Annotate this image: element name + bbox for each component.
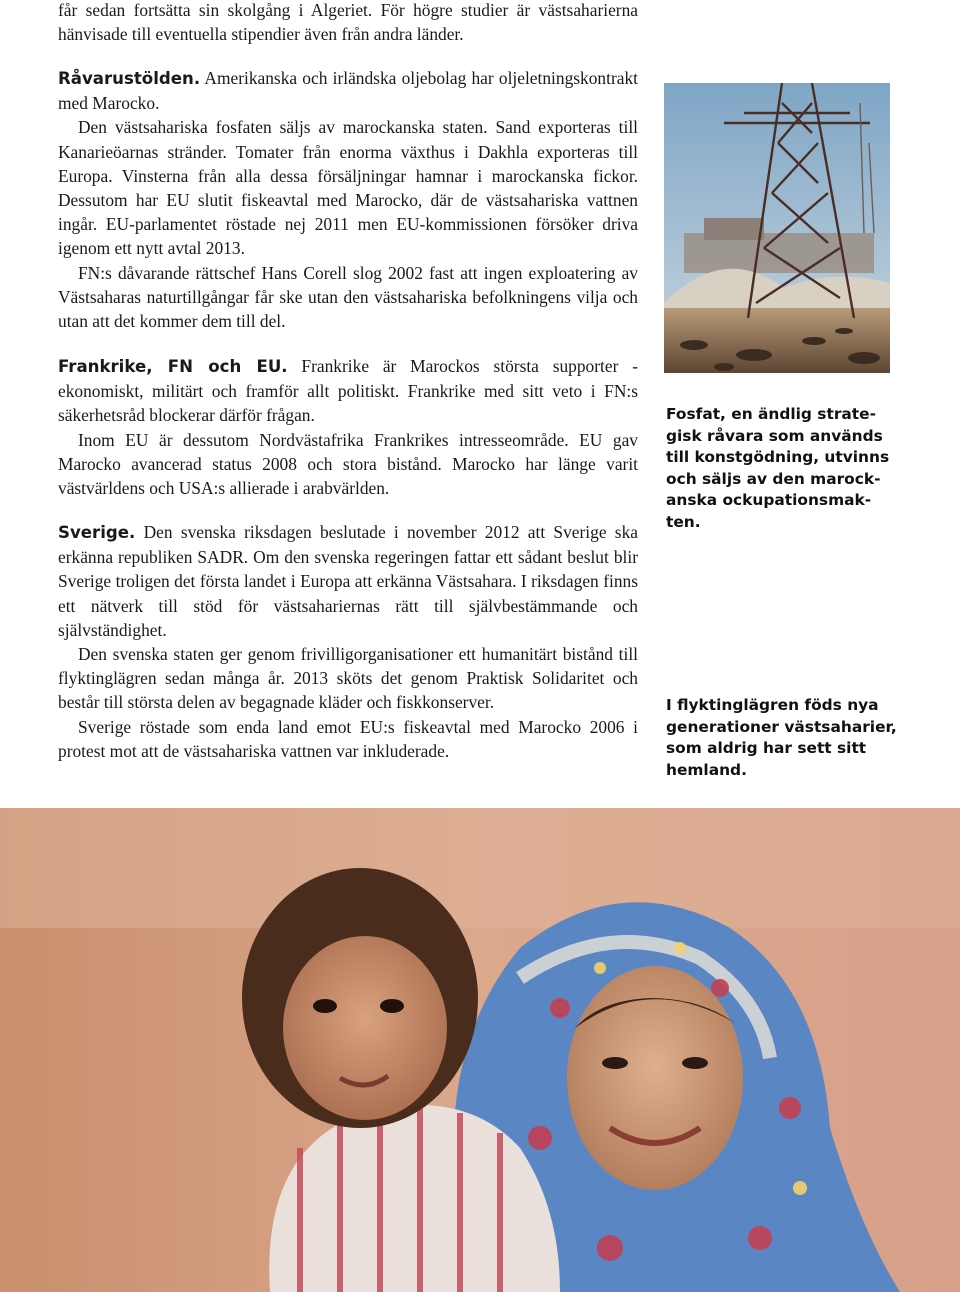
section-frankrike bbox=[58, 354, 638, 500]
ravaror-paragraph-1 bbox=[58, 66, 638, 115]
caption-fosfat: Fosfat, en ändlig strate- gisk råvara som används till konstgödning, utvinns och säljs av den marock- anska ockupationsmak- ten. bbox=[666, 405, 890, 531]
top-text-block bbox=[58, 0, 638, 46]
phosphate-mine-photo bbox=[664, 83, 890, 373]
continuation-paragraph: får sedan fortsätta sin skolgång i Algeriet. För högre studier är västsaharierna hänvisade till eventuella stipendier även från andra länder. bbox=[58, 0, 638, 45]
sverige-paragraph-1 bbox=[58, 520, 638, 642]
caption-flyktinglager: I flyktinglägren föds nya generationer västsaharier, som aldrig har sett sitt hemland. bbox=[666, 696, 897, 779]
ravaror-paragraph-2: Den västsahariska fosfaten säljs av marockanska staten. Sand exporteras till Kanarieöarnas stränder. Tomater från enorma växthus i Dakhla exporteras till Europa. Vinsterna från alla dessa försäljningar hamnar i marockanska fickor. Dessutom har EU slutit fiskeavtal med Marocko, där de västsahariska vattnen ingår. EU-parlamentet röstade nej 2011 men EU-kommissionen försöker driva igenom ett nytt avtal 2013. bbox=[58, 117, 638, 259]
frankrike-paragraph-2: Inom EU är dessutom Nordvästafrika Frankrikes intresseområde. EU gav Marocko avancerad status 2008 och stora bistånd. Marocko har länge varit västvärldens och USA:s allierade i arabvärlden. bbox=[58, 429, 638, 499]
sverige-paragraph-3: Sverige röstade som enda land emot EU:s fiskeavtal med Marocko 2006 i protest mot att de västsahariska vattnen var inkluderade. bbox=[58, 716, 638, 761]
ravaror-paragraph-3: FN:s dåvarande rättschef Hans Corell slog 2002 fast att ingen exploatering av Västsaharas naturtillgångar får ske utan den västsahariska befolkningens vilja och utan att det kommer dem till del. bbox=[58, 262, 638, 332]
mother-and-child-photo bbox=[0, 808, 960, 1292]
section-ravarustolden bbox=[58, 66, 638, 333]
frankrike-paragraph-1 bbox=[58, 354, 638, 428]
frankrike-heading: Frankrike, FN och EU. bbox=[58, 357, 288, 376]
section-sverige bbox=[58, 520, 638, 763]
ravaror-heading: Råvarustölden. bbox=[58, 69, 201, 88]
sverige-paragraph-2: Den svenska staten ger genom frivilligorganisationer ett humanitärt bistånd till flyktinglägren sedan många år. 2013 sköts det genom Praktisk Solidaritet och består till största delen av begagnade kläder och fiskkonserver. bbox=[58, 644, 638, 713]
frankrike-text-1: Frankrike är Marockos största supporter - ekonomiskt, militärt och framför allt politiskt. Frankrike med sitt veto i FN:s säkerhetsråd blockerar därför frågan. bbox=[58, 356, 638, 426]
ravaror-text-1: Amerikanska och irländska oljebolag har oljeletningskontrakt med Marocko. bbox=[58, 68, 638, 114]
sverige-heading: Sverige. bbox=[58, 523, 136, 542]
sverige-text-1: Den svenska riksdagen beslutade i november 2012 att Sverige ska erkänna republiken SADR. Om den svenska regeringen fattar ett sådant beslut blir Sverige troligen det första landet i Europa att erkänna Västsahara. I riksdagen finns ett nätverk till stöd för västsahariernas rätt till självbestämmande och självständighet. bbox=[58, 522, 638, 640]
